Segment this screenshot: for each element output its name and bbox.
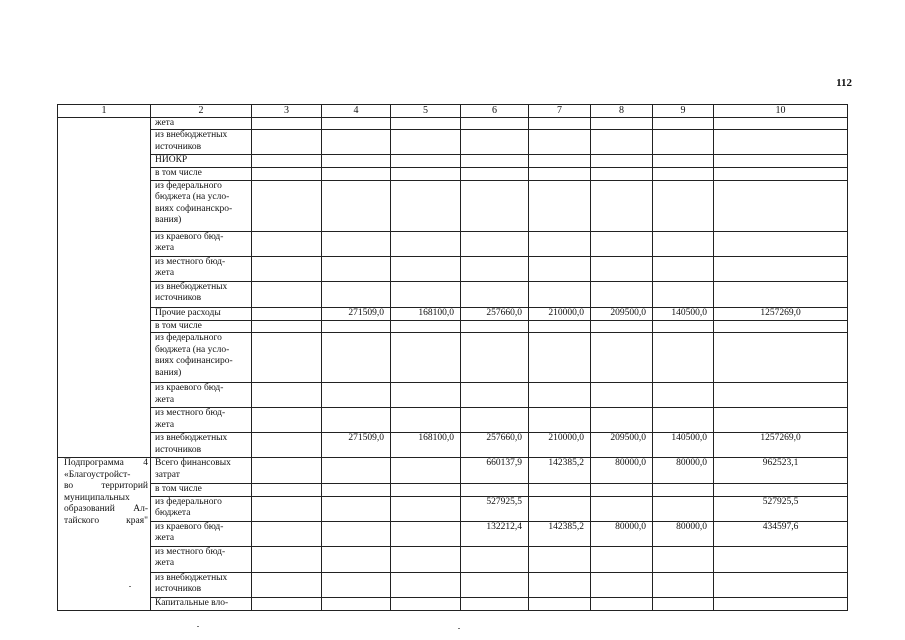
description-line: жета (155, 533, 175, 543)
value-cell (529, 117, 591, 130)
value-cell (653, 281, 714, 307)
column-header: 8 (591, 105, 653, 118)
description-line: вания) (155, 215, 182, 225)
table-row (58, 307, 848, 320)
subprogram-line: образований Ал- (64, 504, 148, 514)
value-cell (529, 333, 591, 383)
description-line: из федерального (155, 180, 222, 191)
value-cell (529, 168, 591, 181)
value-cell (461, 281, 529, 307)
description-line: из внебюджетных (155, 572, 228, 583)
description-line: источников (155, 444, 202, 455)
value-cell (322, 496, 391, 521)
value-cell (529, 281, 591, 307)
value-cell (591, 155, 653, 168)
value-cell (391, 155, 461, 168)
value-cell (461, 180, 529, 231)
row-description (151, 496, 252, 521)
value-cell (461, 256, 529, 281)
value-cell (322, 383, 391, 408)
row-description (151, 117, 252, 130)
table-row (58, 130, 848, 155)
value-cell (322, 168, 391, 181)
row-description (151, 333, 252, 383)
description-line: из краевого бюд- (155, 383, 224, 393)
column-header: 1 (58, 105, 151, 118)
value-cell (391, 496, 461, 521)
value-cell (322, 597, 391, 610)
value-cell: 962523,1 (714, 458, 848, 484)
table-row (58, 496, 848, 521)
value-cell (391, 168, 461, 181)
row-description (151, 521, 252, 546)
value-cell (322, 130, 391, 155)
value-cell (252, 521, 322, 546)
value-cell (653, 231, 714, 256)
value-cell (252, 546, 322, 572)
value-cell (461, 130, 529, 155)
column-header: 9 (653, 105, 714, 118)
description-line: жета (155, 243, 175, 253)
value-cell: 210000,0 (529, 433, 591, 458)
value-cell (529, 546, 591, 572)
row-description (151, 572, 252, 597)
value-cell (714, 168, 848, 181)
description-line: источников (155, 141, 202, 152)
value-cell (653, 546, 714, 572)
value-cell (252, 256, 322, 281)
value-cell: 660137,9 (461, 458, 529, 484)
value-cell: 1257269,0 (714, 307, 848, 320)
value-cell (714, 546, 848, 572)
value-cell (591, 408, 653, 433)
value-cell (252, 231, 322, 256)
value-cell: 142385,2 (529, 521, 591, 546)
value-cell: 140500,0 (653, 433, 714, 458)
value-cell (714, 117, 848, 130)
value-cell: 132212,4 (461, 521, 529, 546)
value-cell (322, 484, 391, 497)
table-row (58, 180, 848, 231)
value-cell (714, 155, 848, 168)
page-number: 112 (836, 77, 852, 89)
value-cell (653, 256, 714, 281)
value-cell: 257660,0 (461, 433, 529, 458)
value-cell (591, 130, 653, 155)
value-cell (391, 484, 461, 497)
description-line: из внебюджетных (155, 433, 228, 443)
row-description (151, 168, 252, 181)
value-cell: 271509,0 (322, 433, 391, 458)
value-cell (252, 484, 322, 497)
value-cell (461, 231, 529, 256)
value-cell (252, 458, 322, 484)
value-cell (529, 597, 591, 610)
scan-speck (458, 628, 460, 629)
value-cell: 527925,5 (714, 496, 848, 521)
subprogram-line: «Благоустройст- (64, 469, 131, 480)
row-description (151, 408, 252, 433)
description-line: Капитальные вло- (155, 597, 229, 608)
value-cell (653, 180, 714, 231)
description-line: затрат (155, 469, 180, 480)
value-cell (653, 117, 714, 130)
table-row (58, 458, 848, 484)
table-row (58, 383, 848, 408)
column-header: 10 (714, 105, 848, 118)
value-cell (591, 333, 653, 383)
description-line: виях софинанскро- (155, 203, 233, 214)
value-cell: 142385,2 (529, 458, 591, 484)
value-cell (252, 496, 322, 521)
value-cell (322, 458, 391, 484)
row-description (151, 256, 252, 281)
value-cell (591, 546, 653, 572)
value-cell (391, 117, 461, 130)
value-cell (391, 546, 461, 572)
description-line: Всего финансовых (155, 458, 231, 468)
value-cell (653, 333, 714, 383)
description-line: источников (155, 584, 202, 594)
subprogram-line: Подпрограмма 4 (64, 458, 148, 468)
value-cell (714, 231, 848, 256)
value-cell (714, 408, 848, 433)
value-cell (322, 333, 391, 383)
value-cell (591, 484, 653, 497)
table-row (58, 231, 848, 256)
value-cell: 210000,0 (529, 307, 591, 320)
value-cell (252, 433, 322, 458)
description-line: из краевого бюд- (155, 231, 224, 242)
value-cell (714, 180, 848, 231)
value-cell (322, 231, 391, 256)
value-cell (529, 155, 591, 168)
subprogram-line: муниципальных (64, 492, 130, 503)
value-cell (322, 281, 391, 307)
value-cell (461, 546, 529, 572)
value-cell: 527925,5 (461, 496, 529, 521)
table-row (58, 597, 848, 610)
program-name-cell (58, 117, 151, 458)
value-cell (591, 256, 653, 281)
row-description (151, 281, 252, 307)
value-cell (252, 168, 322, 181)
value-cell (322, 546, 391, 572)
description-line: из федерального (155, 496, 222, 507)
value-cell (391, 320, 461, 333)
value-cell (391, 231, 461, 256)
value-cell: 168100,0 (391, 433, 461, 458)
value-cell (252, 307, 322, 320)
value-cell (653, 496, 714, 521)
value-cell (252, 281, 322, 307)
value-cell (461, 320, 529, 333)
value-cell (322, 521, 391, 546)
value-cell (461, 572, 529, 597)
value-cell (391, 333, 461, 383)
table-row (58, 408, 848, 433)
value-cell (591, 320, 653, 333)
description-line: из местного бюд- (155, 256, 226, 267)
value-cell (591, 597, 653, 610)
value-cell (252, 572, 322, 597)
description-line: Прочие расходы (155, 307, 221, 318)
subprogram-line: во территорий (64, 481, 148, 491)
value-cell (391, 256, 461, 281)
value-cell: 80000,0 (653, 521, 714, 546)
value-cell (714, 383, 848, 408)
value-cell (322, 572, 391, 597)
scan-speck (129, 586, 131, 587)
value-cell (591, 168, 653, 181)
row-description (151, 320, 252, 333)
table-row (58, 117, 848, 130)
value-cell (391, 408, 461, 433)
value-cell (529, 484, 591, 497)
value-cell (461, 383, 529, 408)
row-description (151, 180, 252, 231)
description-line: вания) (155, 367, 182, 378)
column-header: 3 (252, 105, 322, 118)
row-description (151, 433, 252, 458)
value-cell (391, 281, 461, 307)
description-line: из краевого бюд- (155, 521, 224, 532)
value-cell (252, 408, 322, 433)
description-line: из внебюджетных (155, 281, 228, 292)
value-cell: 140500,0 (653, 307, 714, 320)
row-description (151, 155, 252, 168)
value-cell (529, 180, 591, 231)
value-cell (529, 383, 591, 408)
table-row (58, 256, 848, 281)
value-cell: 1257269,0 (714, 433, 848, 458)
description-line: жета (155, 117, 175, 128)
value-cell: 80000,0 (591, 458, 653, 484)
value-cell (714, 333, 848, 383)
description-line: из местного бюд- (155, 408, 226, 418)
value-cell (252, 597, 322, 610)
description-line: жета (155, 558, 175, 568)
value-cell (714, 572, 848, 597)
value-cell (653, 484, 714, 497)
value-cell (714, 320, 848, 333)
table-row (58, 521, 848, 546)
value-cell: 80000,0 (653, 458, 714, 484)
value-cell: 209500,0 (591, 307, 653, 320)
value-cell (391, 458, 461, 484)
value-cell (252, 320, 322, 333)
table-row (58, 168, 848, 181)
value-cell (714, 484, 848, 497)
value-cell (461, 117, 529, 130)
value-cell (461, 597, 529, 610)
value-cell (591, 281, 653, 307)
value-cell (653, 383, 714, 408)
description-line: бюджета (155, 508, 191, 518)
description-line: виях софинансиро- (155, 356, 233, 366)
value-cell (391, 180, 461, 231)
table-row (58, 484, 848, 497)
value-cell (591, 231, 653, 256)
description-line: из внебюджетных (155, 130, 228, 140)
value-cell: 271509,0 (322, 307, 391, 320)
value-cell (322, 256, 391, 281)
value-cell (653, 155, 714, 168)
row-description (151, 458, 252, 484)
value-cell (714, 256, 848, 281)
row-description (151, 130, 252, 155)
scan-speck (197, 626, 199, 627)
value-cell (591, 117, 653, 130)
value-cell (714, 281, 848, 307)
value-cell (391, 572, 461, 597)
table-row (58, 433, 848, 458)
value-cell (591, 572, 653, 597)
description-line: в том числе (155, 320, 202, 331)
value-cell (461, 484, 529, 497)
value-cell (653, 597, 714, 610)
description-line: источников (155, 293, 202, 303)
table-row (58, 320, 848, 333)
row-description (151, 307, 252, 320)
value-cell (322, 320, 391, 333)
value-cell (529, 572, 591, 597)
value-cell (461, 333, 529, 383)
value-cell (391, 130, 461, 155)
value-cell (714, 130, 848, 155)
subprogram-line: тайского края" (64, 515, 148, 526)
table-row (58, 546, 848, 572)
value-cell (391, 597, 461, 610)
value-cell (461, 155, 529, 168)
value-cell (252, 180, 322, 231)
column-header: 5 (391, 105, 461, 118)
table-row (58, 333, 848, 383)
value-cell (529, 256, 591, 281)
value-cell (461, 168, 529, 181)
row-description (151, 597, 252, 610)
value-cell (391, 383, 461, 408)
row-description (151, 484, 252, 497)
value-cell (591, 383, 653, 408)
value-cell (322, 180, 391, 231)
value-cell (252, 117, 322, 130)
value-cell (529, 408, 591, 433)
description-line: из федерального (155, 333, 222, 343)
value-cell: 209500,0 (591, 433, 653, 458)
value-cell (252, 333, 322, 383)
description-line: жета (155, 419, 175, 430)
description-line: в том числе (155, 168, 202, 178)
value-cell (529, 231, 591, 256)
row-description (151, 231, 252, 256)
value-cell: 168100,0 (391, 307, 461, 320)
header-row (58, 105, 848, 118)
value-cell (653, 572, 714, 597)
row-description (151, 383, 252, 408)
value-cell (461, 408, 529, 433)
table-row (58, 572, 848, 597)
value-cell (653, 320, 714, 333)
value-cell (653, 408, 714, 433)
description-line: в том числе (155, 484, 202, 494)
row-description (151, 546, 252, 572)
column-header: 2 (151, 105, 252, 118)
description-line: бюджета (на усло- (155, 344, 230, 355)
value-cell (591, 496, 653, 521)
value-cell (322, 408, 391, 433)
subprogram-name-cell (58, 458, 151, 611)
value-cell (529, 496, 591, 521)
description-line: НИОКР (155, 155, 188, 165)
value-cell (529, 320, 591, 333)
value-cell (322, 117, 391, 130)
description-line: бюджета (на усло- (155, 192, 230, 202)
description-line: из местного бюд- (155, 546, 226, 557)
value-cell (252, 383, 322, 408)
value-cell (653, 168, 714, 181)
value-cell: 80000,0 (591, 521, 653, 546)
table-row (58, 281, 848, 307)
value-cell (391, 521, 461, 546)
column-header: 4 (322, 105, 391, 118)
value-cell (529, 130, 591, 155)
value-cell (252, 130, 322, 155)
value-cell (322, 155, 391, 168)
value-cell (653, 130, 714, 155)
description-line: жета (155, 394, 175, 405)
value-cell: 257660,0 (461, 307, 529, 320)
description-line: жета (155, 268, 175, 278)
column-header: 7 (529, 105, 591, 118)
value-cell (252, 155, 322, 168)
value-cell (591, 180, 653, 231)
budget-table (57, 104, 848, 611)
column-header: 6 (461, 105, 529, 118)
table-row (58, 155, 848, 168)
value-cell: 434597,6 (714, 521, 848, 546)
value-cell (714, 597, 848, 610)
